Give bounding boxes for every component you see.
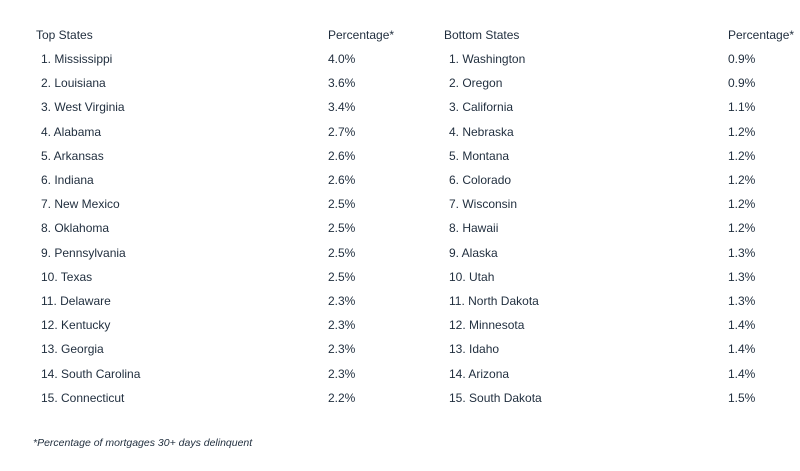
- table-row: [36, 52, 406, 76]
- state-percentage: 2.5%: [328, 245, 356, 260]
- table-row: [444, 367, 796, 391]
- state-percentage: 4.0%: [328, 52, 356, 66]
- bottom-percentage-header: Percentage*: [728, 28, 795, 42]
- state-name: 15. Connecticut: [41, 390, 125, 405]
- table-row: [36, 294, 406, 318]
- bottom-states-header: Bottom States: [444, 28, 520, 42]
- state-name: 7. Wisconsin: [449, 197, 518, 212]
- state-percentage: 1.2%: [728, 197, 756, 212]
- state-name: 1. Mississippi: [41, 52, 113, 66]
- table-row: [36, 125, 406, 149]
- table-row: [36, 100, 406, 124]
- state-name: 2. Louisiana: [41, 76, 106, 91]
- state-percentage: 2.7%: [328, 124, 356, 139]
- table-row: [444, 342, 796, 366]
- state-name: 6. Colorado: [449, 173, 512, 187]
- state-name: 11. Delaware: [41, 294, 111, 308]
- table-row: [36, 367, 406, 391]
- table-row: [444, 173, 796, 197]
- state-percentage: 2.5%: [328, 221, 356, 236]
- state-name: 5. Montana: [449, 148, 510, 163]
- table-row: [444, 125, 796, 149]
- table-row: [36, 221, 406, 245]
- state-percentage: 1.4%: [728, 366, 756, 381]
- state-percentage: 0.9%: [728, 52, 756, 66]
- state-name: 8. Oklahoma: [41, 221, 110, 236]
- state-name: 15. South Dakota: [449, 390, 542, 405]
- state-name: 1. Washington: [449, 52, 526, 66]
- state-name: 13. Idaho: [449, 342, 500, 357]
- state-name: 14. South Carolina: [41, 366, 141, 381]
- table-row: [36, 173, 406, 197]
- table-row: [36, 197, 406, 221]
- table-row: [444, 270, 796, 294]
- table-row: [36, 270, 406, 294]
- state-percentage: 2.3%: [328, 342, 356, 357]
- table-row: [444, 52, 796, 76]
- state-percentage: 2.5%: [328, 269, 356, 284]
- state-name: 10. Texas: [41, 269, 93, 284]
- table-row: [36, 318, 406, 342]
- state-name: 10. Utah: [449, 269, 495, 284]
- table-row: [444, 294, 796, 318]
- state-name: 5. Arkansas: [41, 148, 104, 163]
- state-name: 12. Kentucky: [41, 318, 111, 333]
- state-percentage: 1.4%: [728, 342, 756, 357]
- table-row: [444, 149, 796, 173]
- state-name: 3. California: [449, 100, 514, 115]
- state-percentage: 3.4%: [328, 100, 356, 115]
- state-percentage: 2.5%: [328, 197, 356, 212]
- state-name: 4. Nebraska: [449, 124, 514, 139]
- state-percentage: 2.3%: [328, 294, 356, 308]
- state-name: 7. New Mexico: [41, 197, 120, 212]
- footnote: *Percentage of mortgages 30+ days delinquent: [33, 437, 253, 449]
- state-percentage: 0.9%: [728, 76, 756, 91]
- state-name: 9. Pennsylvania: [41, 245, 126, 260]
- state-percentage: 2.6%: [328, 148, 356, 163]
- state-name: 3. West Virginia: [41, 100, 125, 115]
- top-states-header: Top States: [36, 28, 93, 42]
- table-row: [444, 197, 796, 221]
- state-name: 11. North Dakota: [449, 294, 539, 308]
- top-percentage-header: Percentage*: [328, 28, 395, 42]
- state-percentage: 2.2%: [328, 390, 356, 405]
- table-row: [444, 100, 796, 124]
- table-row: [36, 342, 406, 366]
- state-percentage: 2.6%: [328, 173, 356, 187]
- state-percentage: 1.3%: [728, 245, 756, 260]
- state-percentage: 1.2%: [728, 124, 756, 139]
- table-row: [36, 76, 406, 100]
- table-row: [444, 76, 796, 100]
- table-row: [444, 318, 796, 342]
- state-percentage: 2.3%: [328, 366, 356, 381]
- state-name: 12. Minnesota: [449, 318, 525, 333]
- table-row: [36, 149, 406, 173]
- table-row: [444, 391, 796, 415]
- table-row: [36, 246, 406, 270]
- state-percentage: 1.5%: [728, 390, 756, 405]
- state-percentage: 1.3%: [728, 294, 756, 308]
- table-row: [444, 246, 796, 270]
- state-percentage: 1.4%: [728, 318, 756, 333]
- state-name: 4. Alabama: [41, 124, 102, 139]
- state-percentage: 1.2%: [728, 221, 756, 236]
- state-percentage: 1.2%: [728, 173, 756, 187]
- state-percentage: 1.3%: [728, 269, 756, 284]
- state-percentage: 1.1%: [728, 100, 756, 115]
- state-name: 14. Arizona: [449, 366, 510, 381]
- state-name: 2. Oregon: [449, 76, 503, 91]
- state-name: 9. Alaska: [449, 245, 498, 260]
- state-percentage: 2.3%: [328, 318, 356, 333]
- table-row: [444, 221, 796, 245]
- state-name: 6. Indiana: [41, 173, 94, 187]
- state-percentage: 1.2%: [728, 148, 756, 163]
- state-name: 8. Hawaii: [449, 221, 499, 236]
- state-name: 13. Georgia: [41, 342, 104, 357]
- state-percentage: 3.6%: [328, 76, 356, 91]
- table-row: [36, 391, 406, 415]
